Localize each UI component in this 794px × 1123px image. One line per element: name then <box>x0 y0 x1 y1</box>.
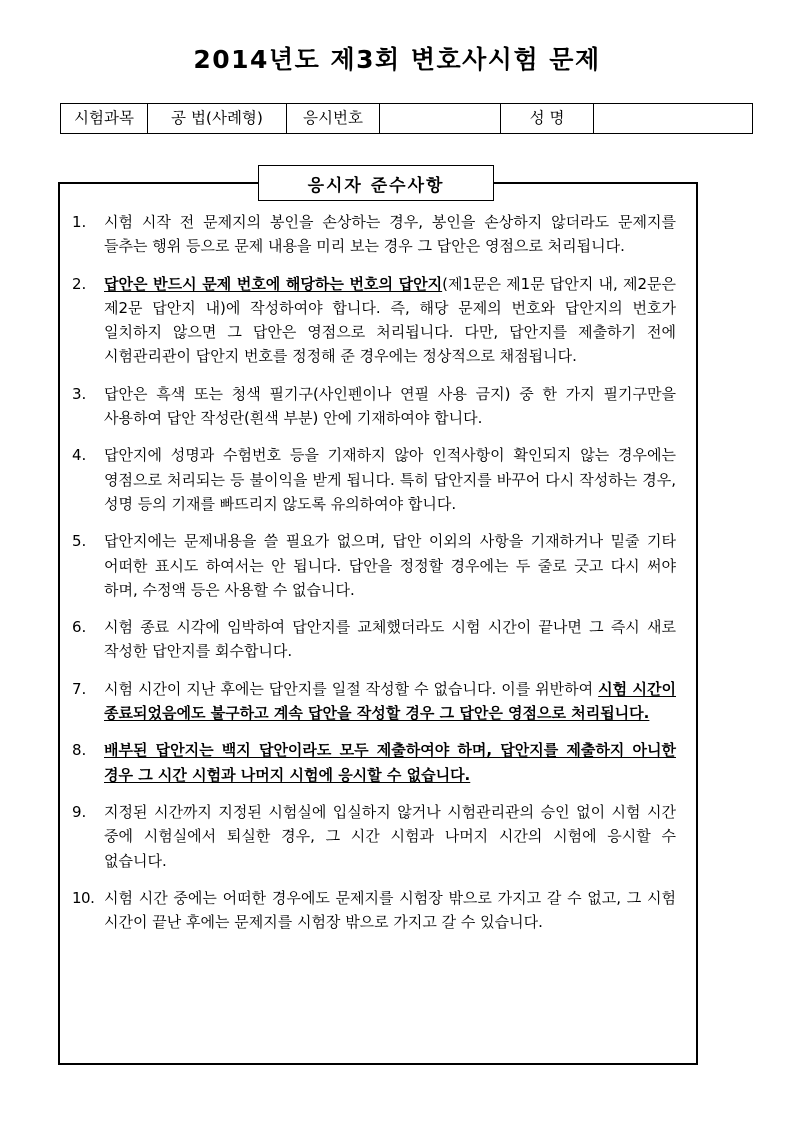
emphasized-text: 배부된 답안지는 백지 답안이라도 모두 제출하여야 하며, 답안지를 제출하지 아니한 경우 그 시간 시험과 나머지 시험에 응시할 수 없습니다. <box>104 741 676 784</box>
plain-text: 시험 시작 전 문제지의 봉인을 손상하는 경우, 봉인을 손상하지 않더라도 문제지를 들추는 행위 등으로 문제 내용을 미리 보는 경우 그 답안은 영점으로 처리됩니다. <box>104 213 676 256</box>
list-item-number: 7. <box>72 679 87 698</box>
plain-text: 시험 시간 중에는 어떠한 경우에도 문제지를 시험장 밖으로 가지고 갈 수 없고, 그 시험 시간이 끝난 후에는 문제지를 시험장 밖으로 가지고 갈 수 있습니다. <box>104 888 676 932</box>
list-item <box>72 800 676 873</box>
list-item <box>72 615 676 664</box>
list-item-number: 8. <box>72 741 87 760</box>
emphasized-text: 시험 시간이 종료되었음에도 불구하고 계속 답안을 작성할 경우 그 답안은 영점으로 처리됩니다. <box>104 679 676 723</box>
list-item-text <box>104 677 676 726</box>
list-item <box>72 382 676 431</box>
subject-label-cell: 시험과목 <box>61 104 148 134</box>
list-item <box>72 529 676 602</box>
list-item-text <box>104 738 676 787</box>
list-item-text <box>104 443 676 516</box>
list-item-number: 1. <box>72 213 87 231</box>
name-value-cell[interactable] <box>594 104 753 134</box>
notice-list <box>58 210 698 947</box>
list-item-number: 3. <box>72 384 87 403</box>
plain-text: (제1문은 제1문 답안지 내, 제2문은 제2문 답안지 내)에 작성하여야 합니다. 즉, 해당 문제의 번호와 답안지의 번호가 일치하지 않으면 그 답안은 영점으로 처리됩니다. 다만, 답안지를 제출하기 전에 시험관리관이 답안지 번호를 정정해 준 경우에는 정상적으로 채점됩니다. <box>104 274 676 366</box>
list-item-text <box>104 529 676 602</box>
exam-number-label-cell: 응시번호 <box>287 104 380 134</box>
list-item <box>72 886 676 935</box>
subject-value-cell: 공 법(사례형) <box>148 104 287 134</box>
list-item-text <box>104 800 676 873</box>
list-item-text <box>104 272 676 369</box>
page-title: 2014년도 제3회 변호사시험 문제 <box>193 45 601 74</box>
plain-text: 지정된 시간까지 지정된 시험실에 입실하지 않거나 시험관리관의 승인 없이 시험 시간 중에 시험실에서 퇴실한 경우, 그 시간 시험과 나머지 시간의 시험에 응시할 수 없습니다. <box>104 802 676 870</box>
list-item-text <box>104 210 676 259</box>
list-item <box>72 443 676 516</box>
list-item-text <box>104 615 676 664</box>
name-label-cell: 성 명 <box>501 104 594 134</box>
notice-heading: 응시자 준수사항 <box>258 165 494 201</box>
list-item <box>72 272 676 369</box>
list-item <box>72 677 676 726</box>
list-item-number: 10. <box>72 888 95 907</box>
table-row <box>61 104 753 134</box>
list-item-number: 2. <box>72 274 87 293</box>
plain-text: 답안은 흑색 또는 청색 필기구(사인펜이나 연필 사용 금지) 중 한 가지 필기구만을 사용하여 답안 작성란(흰색 부분) 안에 기재하여야 합니다. <box>104 384 676 428</box>
plain-text: 시험 종료 시각에 임박하여 답안지를 교체했더라도 시험 시간이 끝나면 그 즉시 새로 작성한 답안지를 회수합니다. <box>104 618 676 661</box>
plain-text: 시험 시간이 지난 후에는 답안지를 일절 작성할 수 없습니다. 이를 위반하여 <box>104 679 599 698</box>
emphasized-text: 답안은 반드시 문제 번호에 해당하는 번호의 답안지 <box>104 274 443 293</box>
list-item-number: 9. <box>72 802 87 821</box>
plain-text: 답안지에 성명과 수험번호 등을 기재하지 않아 인적사항이 확인되지 않는 경우에는 영점으로 처리되는 등 불이익을 받게 됩니다. 특히 답안지를 바꾸어 다시 작성하는 경우, 성명 등의 기재를 빠뜨리지 않도록 유의하여야 합니다. <box>104 446 676 513</box>
plain-text: 답안지에는 문제내용을 쓸 필요가 없으며, 답안 이외의 사항을 기재하거나 밑줄 기타 어떠한 표시도 하여서는 안 됩니다. 답안을 정정할 경우에는 두 줄로 긋고 다시 써야 하며, 수정액 등은 사용할 수 없습니다. <box>104 532 676 599</box>
list-item <box>72 738 676 787</box>
list-item-text <box>104 886 676 935</box>
exam-number-value-cell[interactable] <box>380 104 501 134</box>
list-item-number: 6. <box>72 618 87 637</box>
list-item-text <box>104 382 676 431</box>
list-item-number: 4. <box>72 446 87 465</box>
exam-header-table <box>60 103 753 134</box>
list-item-number: 5. <box>72 532 87 551</box>
list-item <box>72 210 676 259</box>
